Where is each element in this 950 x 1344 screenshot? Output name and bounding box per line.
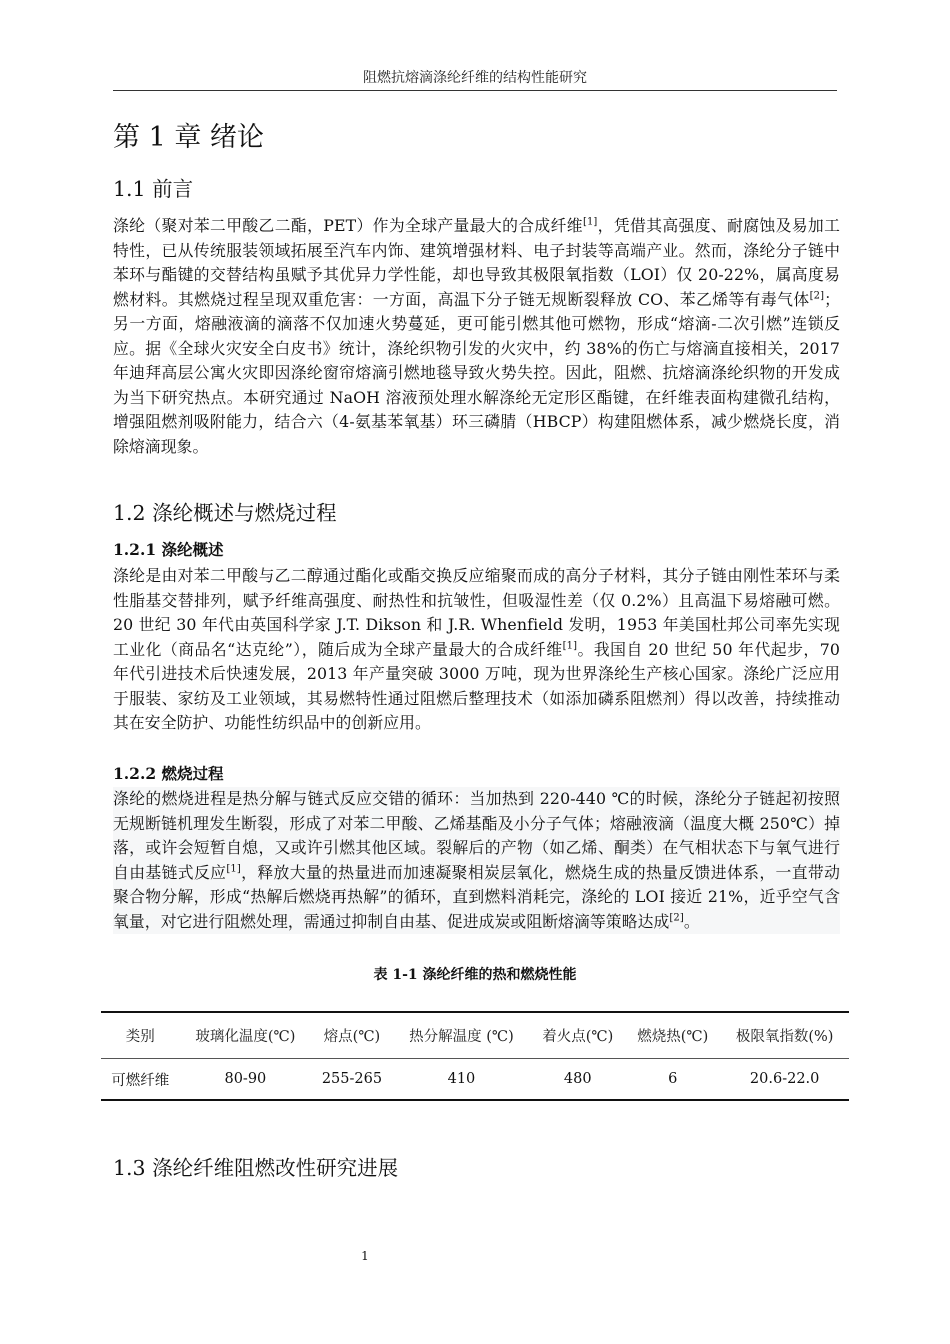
paragraph-text: ，凭借其高强度、耐腐蚀及易加工特性，已从传统服装领域拓展至汽车内饰、建筑增强材料、电子封装等高端产业。然而，涤纶分子链中苯环与酯键的交替结构虽赋予其优异力学性能，却也导致其极限氧指数（LOI）仅 20-22%，属高度易燃材料。其燃烧过程呈现双重危害：一方面，高温下分子链无规断裂释放 CO、苯乙烯等有毒气体: [113, 216, 840, 309]
section-1-1-paragraph: [113, 214, 840, 459]
table-cell: 6: [668, 1071, 678, 1087]
table-cell: 80-90: [224, 1071, 267, 1087]
citation-ref: [1]: [582, 216, 598, 228]
paragraph-text: 。我国自 20 世纪 50 年代起步，70 年代引进技术后快速发展，2013 年产量突破 3000 万吨，现为世界涤纶生产核心国家。涤纶广泛应用于服装、家纺及工业领域，其易燃特性通过阻燃后整理技术（如添加磷系阻燃剂）得以改善，持续推动其在安全防护、功能性纺织品中的创新应用。: [113, 639, 840, 732]
paragraph-text: 涤纶的燃烧进程是热分解与链式反应交错的循环：当加热到 220-440 ℃的时候，涤纶分子链起初按照无规断链机理发生断裂，形成了对苯二甲酸、乙烯基酯及小分子气体；熔融液滴（温度大概 250℃）掉落，或许会短暂自熄，又或许引燃其他区域。裂解后的产物（如乙烯、酮类）在气相状态下与氧气进行自由基链式反应: [113, 789, 840, 882]
thermal-properties-table: [101, 1011, 849, 1101]
running-header: [113, 68, 837, 91]
citation-ref: [1]: [226, 863, 241, 875]
citation-ref: [1]: [562, 640, 578, 652]
table-header-row: [101, 1012, 849, 1059]
paragraph-text: ；另一方面，熔融液滴的滴落不仅加速火势蔓延，更可能引燃其他可燃物，形成“熔滴-二次引燃”连锁反应。据《全球火灾安全白皮书》统计，涤纶织物引发的火灾中，约 38%的伤亡与熔滴直接相关，2017 年迪拜高层公寓火灾即因涤纶窗帘熔滴引燃地毯导致火势失控。因此，阻燃、抗熔滴涤纶织物的开发成为当下研究热点。本研究通过 NaOH 溶液预处理水解涤纶无定形区酯键，在纤维表面构建微孔结构，增强阻燃剂吸附能力，结合六（4-氨基苯氧基）环三磷腈（HBCP）构建阻燃体系，减少燃烧长度，消除熔滴现象。: [113, 289, 840, 456]
section-1-3-heading: 1.3 涤纶纤维阻燃改性研究进展: [113, 1156, 399, 1180]
table-cell: 20.6-22.0: [749, 1071, 820, 1087]
column-header: 燃烧热(℃): [637, 1029, 709, 1045]
column-header: 极限氧指数(%): [735, 1029, 834, 1045]
chapter-title: 第 1 章 绪论: [113, 122, 264, 153]
table-cell: 480: [563, 1071, 592, 1087]
column-header: 玻璃化温度(℃): [195, 1029, 296, 1045]
table-row: [101, 1059, 849, 1101]
section-1-2-2-paragraph: [113, 787, 840, 934]
section-1-2-1-paragraph: [113, 564, 840, 736]
header-title: 阻燃抗熔滴涤纶纤维的结构性能研究: [363, 70, 587, 86]
column-header: 着火点(℃): [542, 1029, 614, 1045]
paragraph-text: 涤纶是由对苯二甲酸与乙二醇通过酯化或酯交换反应缩聚而成的高分子材料，其分子链由刚性苯环与柔性脂基交替排列，赋予纤维高强度、耐热性和抗皱性，但吸湿性差（仅 0.2%）且高温下易熔融可燃。20 世纪 30 年代由英国科学家 J.T. Dikson 和 J.R. Whenfield 发明，1953 年美国杜邦公司率先实现工业化（商品名“达克纶”），随后成为全球产量最大的合成纤维: [113, 566, 840, 659]
section-1-2-1-heading: 1.2.1 涤纶概述: [113, 540, 224, 559]
paragraph-text: 涤纶（聚对苯二甲酸乙二酯，PET）作为全球产量最大的合成纤维: [113, 216, 583, 235]
column-header: 热分解温度 (℃): [409, 1029, 514, 1045]
table-caption: 表 1-1 涤纶纤维的热和燃烧性能: [373, 967, 577, 983]
page-number: 1: [361, 1249, 369, 1263]
table-cell: 410: [447, 1071, 476, 1087]
citation-ref: [2]: [809, 290, 825, 302]
section-1-2-2-heading: 1.2.2 燃烧过程: [113, 764, 224, 783]
section-1-2-heading: 1.2 涤纶概述与燃烧过程: [113, 501, 337, 525]
table-cell: 可燃纤维: [111, 1072, 170, 1089]
table-cell: 255-265: [321, 1071, 383, 1087]
paragraph-text: 。: [683, 911, 700, 931]
column-header: 熔点(℃): [323, 1029, 381, 1045]
citation-ref: [2]: [669, 912, 684, 924]
paragraph-text: ，释放大量的热量进而加速凝聚相炭层氧化，燃烧生成的热量反馈进体系，一直带动聚合物分解，形成“热解后燃烧再热解”的循环，直到燃料消耗完，涤纶的 LOI 接近 21%，近乎空气含氧量，对它进行阻燃处理，需通过抑制自由基、促进成炭或阻断熔滴等策略达成: [113, 862, 840, 931]
section-1-1-heading: 1.1 前言: [113, 177, 194, 201]
column-header: 类别: [125, 1029, 155, 1045]
